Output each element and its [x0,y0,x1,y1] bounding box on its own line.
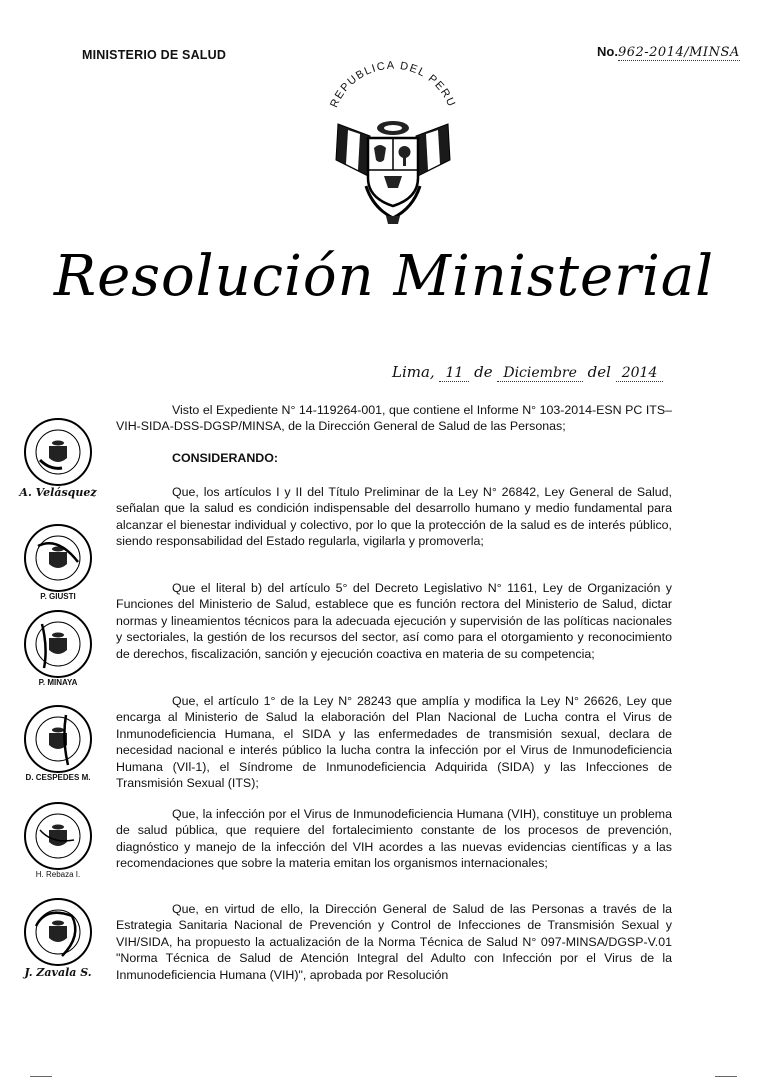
paragraph-norma-tecnica: Que, en virtud de ello, la Dirección General de Salud de las Personas a través de la Estrategia Sanitaria Nacional de Prevención y Control de Infecciones de Transmisión Sexual y VIH/SIDA, ha propuesto la actualización de la Norma Técnica de Salud N° 097-MINSA/DGSP-V.01 "Norma Técnica de Salud de Atención Integral del Adulto con Infección por el Virus de la Inmunodeficiencia Humana (VIH)", aprobada por Resolución [116,902,672,982]
document-title: Resolución Ministerial [53,244,715,309]
paragraph-ley-26842: Que, los artículos I y II del Título Preliminar de la Ley N° 26842, Ley General de Salud, señalan que la salud es condición indispensable del desarrollo humano y medio fundamental para alcanzar el bienestar individual y colectivo, por lo que la protección de la salud es de interés público, siendo responsabilidad del Estado regularla, vigilarla y promoverla; [116,485,672,549]
seal-name: H. Rebaza I. [35,870,81,879]
ministry-header: MINISTERIO DE SALUD [82,48,227,62]
seal-name: P. MINAYA [38,678,78,687]
seal-minaya [0,608,116,687]
date-del: del [587,363,611,381]
seal-zavala [0,896,116,979]
ministry-seal-icon [22,800,94,872]
seal-name: D. CESPEDES M. [25,773,91,782]
page-edge-mark-left [30,1076,52,1077]
page-edge-mark-right [715,1076,737,1077]
number-prefix: No. [597,44,618,59]
date-month: Diciembre [497,365,583,382]
peru-coat-of-arms-icon [318,48,468,230]
seal-giusti [0,522,116,601]
date-city: Lima, [392,363,435,381]
number-value: 962-2014/MINSA [617,45,740,60]
date-day: 11 [439,365,469,382]
date-line [392,363,663,381]
seal-rebaza [0,800,116,879]
paragraph-vih-problema: Que, la infección por el Virus de Inmunodeficiencia Humana (VIH), constituye un problema de salud pública, que requiere del fortalecimiento constante de los procesos de prevención, diagnóstico y manejo de la infección del VIH acordes a las nuevas evidencias científicas y a las recomendaciones que sobre la materia emitan los organismos internacionales; [116,807,672,871]
seal-velasquez [0,416,116,499]
paragraph-dl-1161: Que el literal b) del artículo 5° del Decreto Legislativo N° 1161, Ley de Organización y Funciones del Ministerio de Salud, establece que es función rectora del Ministerio de Salud, dictar normas y lineamientos técnicos para la adecuada ejecución y supervisión de las políticas nacionales y sectoriales, la gestión de los recursos del sector, así como para el otorgamiento y reconocimiento de derechos, fiscalización, sanción y ejecución coactiva en materia de su competencia; [116,581,672,661]
ministry-seal-icon [22,896,94,968]
considerando-heading: CONSIDERANDO: [172,451,279,465]
date-year: 2014 [616,365,664,382]
crest-arc-text: REPUBLICA DEL PERU [328,59,458,110]
resolution-number [597,44,740,60]
ministry-seal-icon [22,608,94,680]
ministry-seal-icon [22,703,94,775]
ministry-seal-icon [22,522,94,594]
seal-name: A. Velásquez [19,486,97,499]
svg-text:REPUBLICA DEL PERU [328,60,458,110]
paragraph-ley-28243: Que, el artículo 1° de la Ley N° 28243 que amplía y modifica la Ley N° 26626, Ley que encarga al Ministerio de Salud la elaboración del Plan Nacional de Lucha contra el Virus de Inmunodeficiencia Humana, el SIDA y las enfermedades de transmisión sexual, declara de necesidad nacional e interés público la lucha contra la infección por el Virus de Inmunodeficiencia Humana (VIl-1), el Síndrome de Inmunodeficiencia Adquirida (SIDA) y las Infecciones de Transmisión Sexual (ITS); [116,694,672,791]
date-de: de [474,363,493,381]
seal-name: P. GIUSTI [40,592,76,601]
seal-name: J. Zavala S. [24,966,92,979]
ministry-seal-icon [22,416,94,488]
paragraph-visto: Visto el Expediente N° 14-119264-001, que contiene el Informe N° 103-2014-ESN PC ITS–VIH-SIDA-DSS-DGSP/MINSA, de la Dirección General de Salud de las Personas; [116,403,672,434]
seal-cespedes [0,703,116,782]
